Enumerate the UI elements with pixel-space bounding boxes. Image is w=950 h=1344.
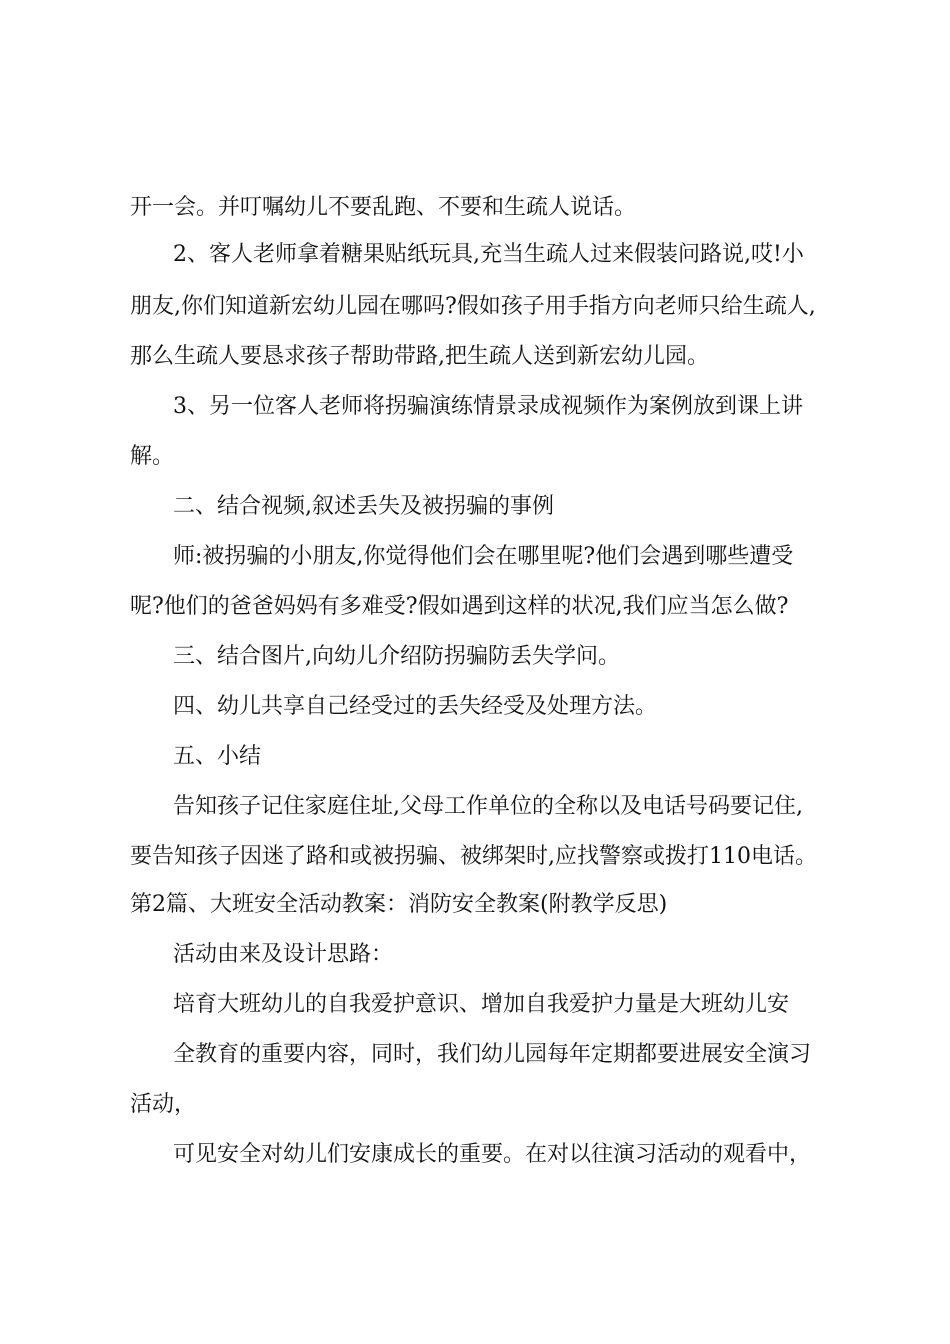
text-line: 告知孩子记住家庭住址,父母工作单位的全称以及电话号码要记住, bbox=[173, 794, 803, 819]
text-line: 那么生疏人要恳求孩子帮助带路,把生疏人送到新宏幼儿园。 bbox=[130, 344, 709, 369]
text-line: 解。 bbox=[130, 444, 175, 469]
section-heading: 三、结合图片,向幼儿介绍防拐骗防丢失学问。 bbox=[173, 644, 620, 669]
text-line: 活动， bbox=[130, 1092, 197, 1117]
text-line: 开一会。并叮嘱幼儿不要乱跑、不要和生疏人说话。 bbox=[130, 195, 637, 220]
text-line: 3、另一位客人老师将拐骗演练情景录成视频作为案例放到课上讲 bbox=[173, 394, 803, 419]
section-heading: 五、小结 bbox=[173, 744, 262, 769]
section-heading: 四、幼儿共享自己经受过的丢失经受及处理方法。 bbox=[173, 694, 658, 719]
text-line: 可见安全对幼儿们安康成长的重要。在对以往演习活动的观看中， bbox=[173, 1142, 812, 1167]
text-line: 2、客人老师拿着糖果贴纸玩具,充当生疏人过来假装问路说,哎!小 bbox=[173, 242, 804, 267]
section-heading: 二、结合视频,叙述丢失及被拐骗的事例 bbox=[173, 494, 554, 519]
section-heading: 活动由来及设计思路： bbox=[173, 942, 394, 967]
text-line: 呢?他们的爸爸妈妈有多难受?假如遇到这样的状况,我们应当怎么做? bbox=[130, 594, 789, 619]
article-title: 第2篇、大班安全活动教案：消防安全教案(附教学反思) bbox=[130, 892, 668, 917]
text-line: 全教育的重要内容，同时，我们幼儿园每年定期都要进展安全演习 bbox=[173, 1042, 812, 1067]
text-line: 朋友,你们知道新宏幼儿园在哪吗?假如孩子用手指方向老师只给生疏人, bbox=[130, 294, 816, 319]
text-line: 培育大班幼儿的自我爱护意识、增加自我爱护力量是大班幼儿安 bbox=[173, 992, 790, 1017]
text-line: 师:被拐骗的小朋友,你觉得他们会在哪里呢?他们会遇到哪些遭受 bbox=[173, 544, 794, 569]
text-line: 要告知孩子因迷了路和或被拐骗、被绑架时,应找警察或拨打110电话。 bbox=[130, 844, 817, 869]
